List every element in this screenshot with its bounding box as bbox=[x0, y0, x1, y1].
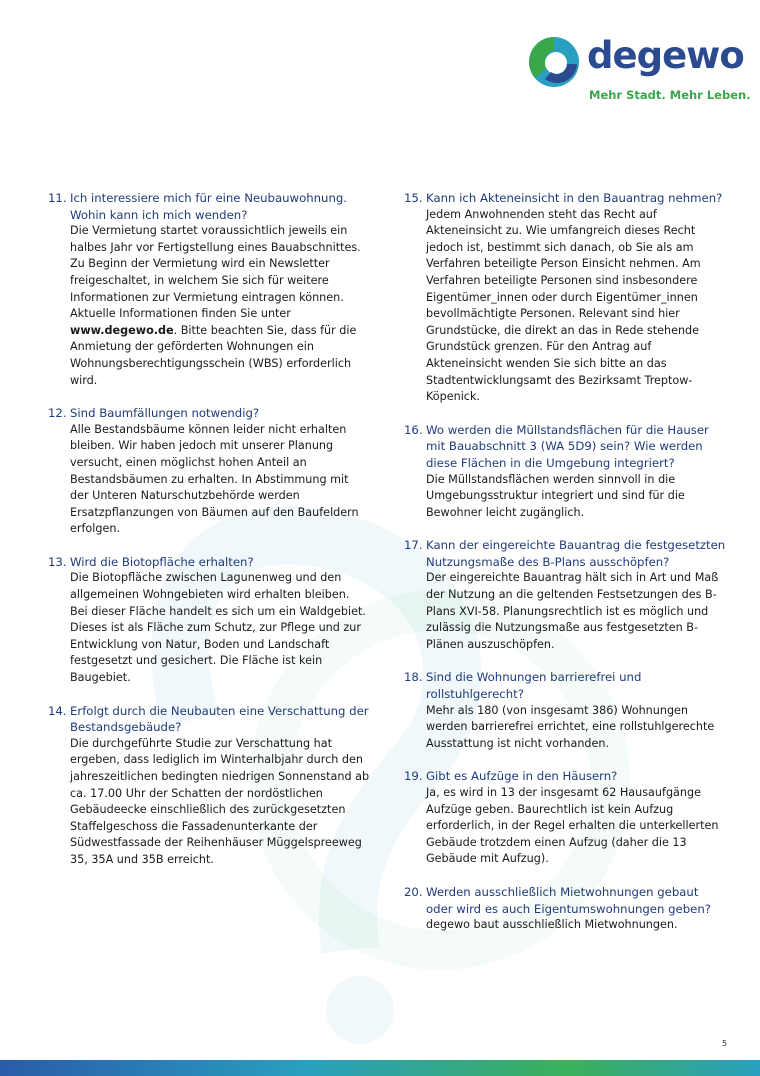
question-number: 12. bbox=[48, 406, 67, 421]
degewo-swirl-icon bbox=[525, 34, 583, 90]
faq-question bbox=[404, 768, 726, 785]
faq-item-19 bbox=[404, 768, 726, 868]
answer-text: Die Vermietung startet voraussichtlich jeweils ein halbes Jahr vor Fertigstellung eines Bauabschnittes. Zu Beginn der Vermietung wird ein Newsletter freigeschaltet, in welchem Sie sich für weitere Informationen zur Vermietung eintragen können. Aktuelle Informationen finden Sie unter bbox=[70, 224, 361, 321]
brand-name: degewo bbox=[587, 34, 744, 77]
faq-answer: Die Müllstandsflächen werden sinnvoll in die Umgebungsstruktur integriert und sind für die Bewohner leicht zugänglich. bbox=[426, 472, 685, 519]
question-text: Gibt es Aufzüge in den Häusern? bbox=[426, 769, 618, 784]
faq-right-column bbox=[404, 190, 726, 950]
faq-question bbox=[404, 669, 726, 702]
faq-question bbox=[404, 190, 726, 207]
question-text: Kann der eingereichte Bauantrag die festgesetzten Nutzungsmaße des B-Plans ausschöpfen? bbox=[426, 538, 726, 569]
faq-question bbox=[48, 405, 370, 422]
faq-question bbox=[48, 554, 370, 571]
question-text: Sind die Wohnungen barrierefrei und rollstuhlgerecht? bbox=[426, 670, 642, 702]
faq-answer: Die Biotopfläche zwischen Lagunenweg und den allgemeinen Wohngebieten wird erhalten bleiben. Bei dieser Fläche handelt es sich um ein Waldgebiet. Dieses ist als Fläche zum Schutz, zur Pflege und zur Entwicklung von Natur, Boden und Landschaft festgesetzt und gesichert. Die Fläche ist kein Baugebiet. bbox=[70, 571, 366, 685]
faq-answer: degewo baut ausschließlich Mietwohnungen. bbox=[426, 918, 678, 932]
answer-text: . Bitte beachten Sie, dass für die Anmietung der geförderten Wohnungen ein Wohnungsberechtigungsschein (WBS) erforderlich wird. bbox=[70, 323, 357, 387]
faq-item-20 bbox=[404, 884, 726, 934]
faq-answer: Ja, es wird in 13 der insgesamt 62 Hausaufgänge Aufzüge geben. Baurechtlich ist kein Aufzug erforderlich, in der Regel erhalten die unterkellerten Gebäude trotzdem einen Aufzug (daher die 13 Gebäude mit Aufzug). bbox=[426, 786, 719, 866]
faq-answer: Die durchgeführte Studie zur Verschattung hat ergeben, dass lediglich im Winterhalbjahr durch den jahreszeitlichen bedingten niedrigen Sonnenstand ab ca. 17.00 Uhr der Schatten der nordöstlichen Gebäudeecke einschließlich des zurückgesetzten Staffelgeschoss die Fassadenunterkante der Südwestfassade der Reihenhäuser Müggelspreeweg 35, 35A und 35B erreicht. bbox=[70, 736, 370, 866]
faq-item-18 bbox=[404, 669, 726, 752]
faq-answer: Jedem Anwohnenden steht das Recht auf Akteneinsicht zu. Wie umfangreich dieses Recht jedoch ist, bestimmt sich danach, ob Sie als am Verfahren beteiligte Person Einsicht nehmen. Am Verfahren beteiligte Personen sind insbesondere Eigentümer_innen oder durch Eigentümer_innen bevollmächtigte Personen. Relevant sind hier Grundstücke, die direkt an das in Rede stehende Grundstück grenzen. Für den Antrag auf Akteneinsicht wenden Sie sich bitte an das Stadtentwicklungsamt des Bezirksamt Treptow-Köpenick. bbox=[426, 207, 701, 404]
question-number: 17. bbox=[404, 538, 423, 553]
question-text: Ich interessiere mich für eine Neubauwohnung. Wohin kann ich mich wenden? bbox=[70, 191, 348, 222]
question-number: 14. bbox=[48, 703, 67, 718]
question-number: 11. bbox=[48, 191, 67, 205]
question-text: Kann ich Akteneinsicht in den Bauantrag nehmen? bbox=[426, 191, 723, 205]
question-number: 19. bbox=[404, 769, 423, 784]
question-text: Wird die Biotopfläche erhalten? bbox=[70, 554, 254, 569]
faq-item-11 bbox=[48, 190, 370, 389]
brand-tagline: Mehr Stadt. Mehr Leben. bbox=[589, 88, 751, 102]
question-text: Erfolgt durch die Neubauten eine Verschattung der Bestandsgebäude? bbox=[70, 703, 369, 735]
faq-question bbox=[404, 884, 726, 917]
faq-answer: Mehr als 180 (von insgesamt 386) Wohnungen werden barrierefrei errichtet, eine rollstuhlgerechte Ausstattung ist nicht vorhanden. bbox=[426, 703, 715, 750]
question-number: 16. bbox=[404, 422, 423, 437]
faq-item-17 bbox=[404, 537, 726, 653]
faq-question bbox=[48, 703, 370, 736]
page-number: 5 bbox=[722, 1039, 728, 1048]
footer-gradient-bar bbox=[0, 1060, 760, 1076]
question-number: 13. bbox=[48, 554, 67, 569]
question-number: 20. bbox=[404, 884, 423, 899]
question-text: Sind Baumfällungen notwendig? bbox=[70, 406, 260, 421]
faq-item-16 bbox=[404, 422, 726, 522]
faq-answer: Der eingereichte Bauantrag hält sich in Art und Maß der Nutzung an die geltenden Festsetzungen des B-Plans XVI-58. Planungsrechtlich ist es möglich und zulässig die Nutzungsmaße aus festgesetzten B-Plänen auszuschöpfen. bbox=[426, 571, 719, 651]
faq-answer: Alle Bestandsbäume können leider nicht erhalten bleiben. Wir haben jedoch mit unserer Planung versucht, einen möglichst hohen Anteil an Bestandsbäumen zu erhalten. In Abstimmung mit der Unteren Naturschutzbehörde werden Ersatzpflanzungen von Bäumen auf den Baufeldern erfolgen. bbox=[70, 422, 359, 536]
faq-question bbox=[48, 190, 370, 223]
question-number: 18. bbox=[404, 670, 423, 685]
website-link[interactable]: www.degewo.de bbox=[70, 323, 174, 337]
faq-item-14 bbox=[48, 703, 370, 869]
faq-question bbox=[404, 422, 726, 472]
question-number: 15. bbox=[404, 191, 423, 205]
faq-left-column bbox=[48, 190, 370, 885]
question-text: Wo werden die Müllstandsflächen für die Hauser mit Bauabschnitt 3 (WA 5D9) sein? Wie werden diese Flächen in die Umgebung integriert? bbox=[426, 422, 709, 470]
degewo-logo bbox=[525, 32, 751, 107]
faq-item-15 bbox=[404, 190, 726, 406]
faq-item-12 bbox=[48, 405, 370, 538]
faq-question bbox=[404, 537, 726, 570]
faq-answer bbox=[70, 223, 370, 389]
question-text: Werden ausschließlich Mietwohnungen gebaut oder wird es auch Eigentumswohnungen geben? bbox=[426, 884, 711, 916]
faq-item-13 bbox=[48, 554, 370, 687]
